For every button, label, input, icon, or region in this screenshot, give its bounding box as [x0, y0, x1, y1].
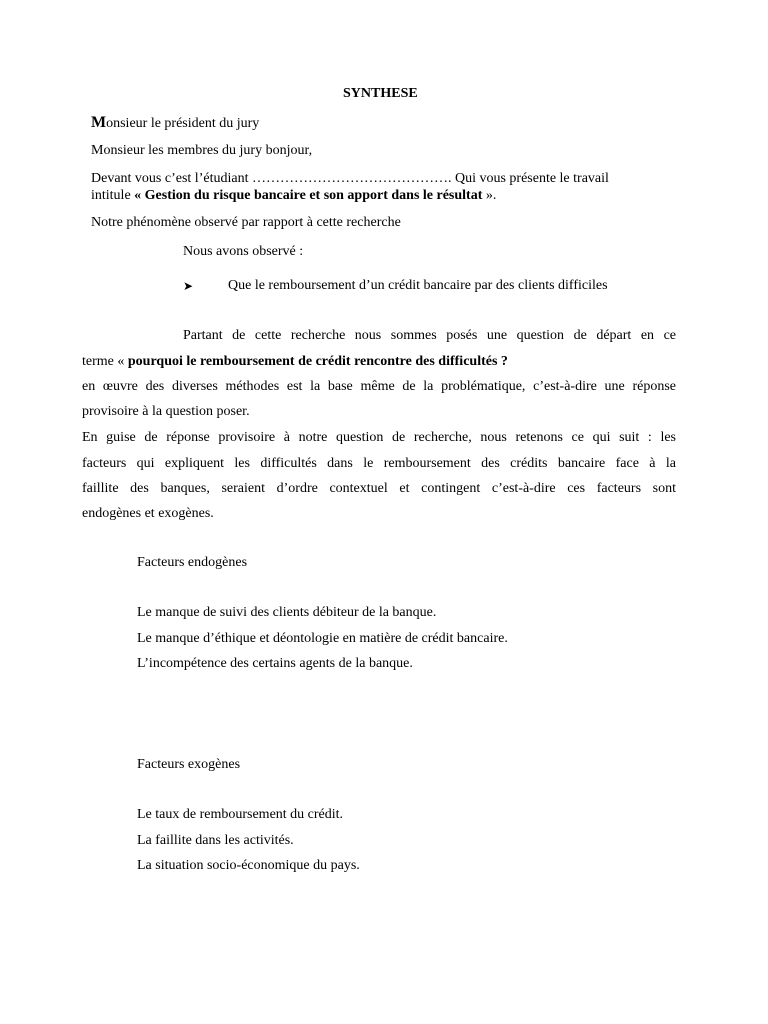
- observed-label: Nous avons observé :: [183, 244, 304, 259]
- paragraph-line: [82, 504, 676, 524]
- text-run: ».: [482, 188, 497, 203]
- paragraph-line: [82, 428, 676, 448]
- list-item: La faillite dans les activités.: [137, 833, 294, 848]
- salutation-initial: M: [91, 114, 107, 131]
- intro-line-1: Devant vous c’est l’étudiant ……………………………………. Qui vous présente le travail: [91, 171, 609, 186]
- text-run: faillite des banques, seraient d’ordre contextuel et contingent c’est-à-dire ces facteurs sont: [82, 481, 676, 496]
- paragraph-line: [82, 454, 676, 474]
- arrow-bullet-icon: ➤: [183, 279, 194, 293]
- phenomenon-line: Notre phénomène observé par rapport à cette recherche: [91, 215, 401, 230]
- paragraph-line: [82, 479, 676, 499]
- text-run: terme «: [82, 354, 128, 369]
- paragraph-line: [183, 326, 676, 346]
- list-item: L’incompétence des certains agents de la banque.: [137, 656, 413, 671]
- text-run: en œuvre des diverses méthodes est la base même de la problématique, c’est-à-dire une réponse: [82, 379, 676, 394]
- paragraph-line: [82, 402, 676, 422]
- bold-text-run: pourquoi le remboursement de crédit rencontre des difficultés ?: [127, 354, 508, 369]
- salutation-president: [91, 113, 259, 134]
- greeting-members: Monsieur les membres du jury bonjour,: [91, 143, 313, 158]
- list-item: Le taux de remboursement du crédit.: [137, 807, 344, 822]
- endogenous-heading: Facteurs endogènes: [137, 555, 248, 570]
- intro-line-2: [91, 186, 496, 206]
- text-run: provisoire à la question poser.: [82, 404, 250, 419]
- text-run: intitule: [91, 188, 135, 203]
- list-item: Le manque de suivi des clients débiteur de la banque.: [137, 605, 437, 620]
- list-item: La situation socio-économique du pays.: [137, 858, 360, 873]
- paragraph-line: [82, 377, 676, 397]
- text-run: endogènes et exogènes.: [82, 506, 214, 521]
- text-run: Partant de cette recherche nous sommes posés une question de départ en ce: [183, 328, 676, 343]
- document-title: SYNTHESE: [343, 86, 418, 101]
- observation-bullet-text: Que le remboursement d’un crédit bancaire par des clients difficiles: [228, 278, 608, 293]
- bold-text-run: « Gestion du risque bancaire et son apport dans le résultat: [134, 188, 483, 203]
- exogenous-heading: Facteurs exogènes: [137, 757, 241, 772]
- list-item: Le manque d’éthique et déontologie en matière de crédit bancaire.: [137, 631, 508, 646]
- text-run: facteurs qui expliquent les difficultés dans le remboursement des crédits bancaire face à la: [82, 456, 676, 471]
- paragraph-line: [82, 352, 676, 372]
- salutation-rest: onsieur le président du jury: [106, 116, 260, 131]
- text-run: En guise de réponse provisoire à notre question de recherche, nous retenons ce qui suit : les: [82, 430, 676, 445]
